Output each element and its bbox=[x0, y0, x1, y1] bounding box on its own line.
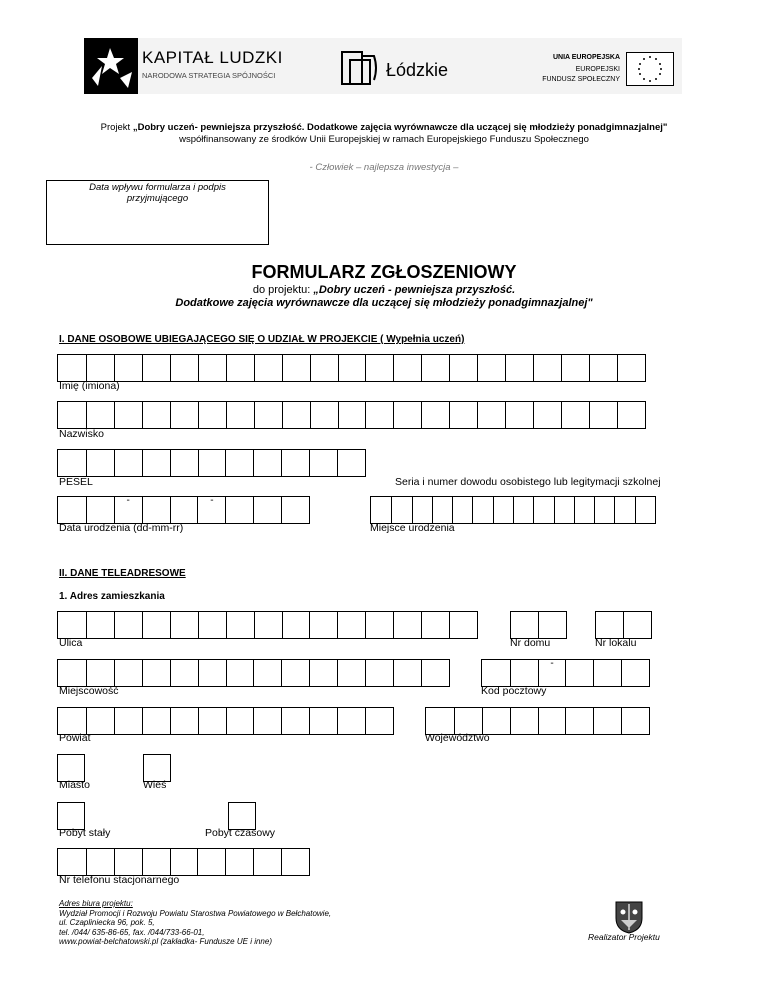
letter-cell[interactable] bbox=[254, 402, 282, 428]
form-subtitle bbox=[0, 284, 768, 297]
letter-cell[interactable] bbox=[482, 708, 510, 734]
letter-cell[interactable] bbox=[310, 402, 338, 428]
letter-cell[interactable] bbox=[454, 708, 482, 734]
letter-cell[interactable] bbox=[421, 660, 449, 686]
letter-cell[interactable] bbox=[58, 660, 86, 686]
id-document-field[interactable] bbox=[370, 496, 656, 524]
kapital-ludzki-emblem-icon bbox=[84, 38, 138, 94]
voivodeship-label: Województwo bbox=[425, 732, 490, 744]
letter-cell[interactable] bbox=[86, 355, 114, 381]
letter-cell[interactable] bbox=[170, 450, 198, 476]
letter-cell[interactable] bbox=[281, 450, 309, 476]
birth-date-label: Data urodzenia (dd-mm-rr) bbox=[59, 522, 184, 534]
lodzkie-emblem-icon bbox=[340, 50, 380, 86]
letter-cell[interactable] bbox=[309, 450, 337, 476]
letter-cell[interactable] bbox=[86, 612, 114, 638]
letter-cell[interactable] bbox=[142, 849, 170, 875]
address-heading: 1. Adres zamieszkania bbox=[59, 591, 165, 602]
letter-cell[interactable] bbox=[142, 660, 170, 686]
letter-cell[interactable] bbox=[170, 849, 198, 875]
letter-cell[interactable] bbox=[621, 660, 649, 686]
letter-cell[interactable] bbox=[449, 355, 477, 381]
temporary-stay-checkbox[interactable] bbox=[228, 802, 256, 830]
house-number-field[interactable] bbox=[510, 611, 567, 639]
letter-cell[interactable] bbox=[114, 849, 142, 875]
letter-cell[interactable] bbox=[412, 497, 432, 523]
permanent-stay-label: Pobyt stały bbox=[59, 827, 111, 839]
letter-cell[interactable] bbox=[114, 660, 142, 686]
birth-place-label: Miejsce urodzenia bbox=[370, 522, 455, 534]
letter-cell[interactable] bbox=[538, 612, 566, 638]
letter-cell[interactable] bbox=[365, 660, 393, 686]
letter-cell[interactable] bbox=[253, 849, 281, 875]
letter-cell[interactable] bbox=[142, 355, 170, 381]
letter-cell[interactable] bbox=[225, 450, 253, 476]
letter-cell[interactable] bbox=[282, 402, 310, 428]
surname-label: Nazwisko bbox=[59, 428, 104, 440]
pesel-field[interactable] bbox=[57, 449, 366, 477]
surname-field[interactable] bbox=[57, 401, 646, 429]
flat-number-label: Nr lokalu bbox=[595, 637, 637, 649]
letter-cell[interactable] bbox=[86, 708, 114, 734]
letter-cell[interactable] bbox=[533, 497, 553, 523]
letter-cell[interactable] bbox=[565, 660, 593, 686]
kapital-ludzki-title: KAPITAŁ LUDZKI bbox=[142, 48, 283, 67]
letter-cell[interactable] bbox=[281, 849, 309, 875]
letter-cell[interactable] bbox=[114, 497, 142, 523]
letter-cell[interactable] bbox=[426, 708, 454, 734]
letter-cell[interactable] bbox=[561, 402, 589, 428]
letter-cell[interactable] bbox=[253, 660, 281, 686]
letter-cell[interactable] bbox=[533, 402, 561, 428]
letter-cell[interactable] bbox=[593, 660, 621, 686]
letter-cell[interactable] bbox=[511, 612, 538, 638]
project-motto: - Człowiek – najlepsza inwestycja – bbox=[309, 162, 459, 173]
letter-cell[interactable] bbox=[391, 497, 411, 523]
letter-cell[interactable] bbox=[226, 708, 254, 734]
phone-label: Nr telefonu stacjonarnego bbox=[59, 874, 180, 886]
letter-cell[interactable] bbox=[170, 612, 198, 638]
form-subtitle-name: „Dobry uczeń - pewniejsza przyszłość. bbox=[313, 284, 516, 296]
letter-cell[interactable] bbox=[337, 612, 365, 638]
letter-cell[interactable] bbox=[565, 708, 593, 734]
letter-cell[interactable] bbox=[538, 708, 566, 734]
project-prefix: Projekt bbox=[100, 122, 133, 133]
city-field[interactable] bbox=[57, 659, 450, 687]
letter-cell[interactable] bbox=[170, 660, 198, 686]
letter-cell[interactable] bbox=[449, 402, 477, 428]
letter-cell[interactable] bbox=[226, 660, 254, 686]
temporary-stay-label: Pobyt czasowy bbox=[205, 827, 276, 839]
letter-cell[interactable] bbox=[617, 355, 645, 381]
letter-cell[interactable] bbox=[477, 355, 505, 381]
letter-cell[interactable] bbox=[309, 612, 337, 638]
letter-cell[interactable] bbox=[226, 355, 254, 381]
phone-field[interactable] bbox=[57, 848, 310, 876]
letter-cell[interactable] bbox=[482, 660, 510, 686]
letter-cell[interactable] bbox=[226, 612, 254, 638]
pesel-label: PESEL bbox=[59, 476, 93, 488]
letter-cell[interactable] bbox=[198, 660, 226, 686]
letter-cell[interactable] bbox=[594, 497, 614, 523]
letter-cell[interactable] bbox=[197, 497, 225, 523]
letter-cell[interactable] bbox=[114, 355, 142, 381]
town-label: Miasto bbox=[59, 779, 90, 791]
receipt-line2: przyjmującego bbox=[126, 193, 189, 204]
letter-cell[interactable] bbox=[510, 660, 538, 686]
separator-dash: - bbox=[550, 658, 554, 669]
office-line4: www.powiat-belchatowski.pl (zakładka- Fundusze UE i inne) bbox=[59, 937, 272, 946]
letter-cell[interactable] bbox=[561, 355, 589, 381]
letter-cell[interactable] bbox=[58, 497, 86, 523]
letter-cell[interactable] bbox=[58, 612, 86, 638]
eu-line3: FUNDUSZ SPOŁECZNY bbox=[542, 76, 620, 83]
letter-cell[interactable] bbox=[338, 402, 366, 428]
office-line3: tel. /044/ 635-86-65, fax. /044/733-66-01, bbox=[59, 927, 205, 937]
letter-cell[interactable] bbox=[393, 660, 421, 686]
letter-cell[interactable] bbox=[310, 355, 338, 381]
flat-number-field[interactable] bbox=[595, 611, 652, 639]
letter-cell[interactable] bbox=[505, 355, 533, 381]
voivodeship-field[interactable] bbox=[425, 707, 650, 735]
letter-cell[interactable] bbox=[393, 402, 421, 428]
letter-cell[interactable] bbox=[617, 402, 645, 428]
letter-cell[interactable] bbox=[472, 497, 492, 523]
letter-cell[interactable] bbox=[86, 402, 114, 428]
separator-dash: - bbox=[210, 495, 214, 506]
letter-cell[interactable] bbox=[226, 402, 254, 428]
letter-cell[interactable] bbox=[510, 708, 538, 734]
letter-cell[interactable] bbox=[114, 402, 142, 428]
office-line2: ul. Czapliniecka 96, pok. 5, bbox=[59, 918, 155, 927]
letter-cell[interactable] bbox=[421, 355, 449, 381]
letter-cell[interactable] bbox=[365, 402, 393, 428]
letter-cell[interactable] bbox=[365, 355, 393, 381]
letter-cell[interactable] bbox=[58, 708, 86, 734]
county-field[interactable] bbox=[57, 707, 394, 735]
letter-cell[interactable] bbox=[337, 660, 365, 686]
letter-cell[interactable] bbox=[365, 708, 393, 734]
letter-cell[interactable] bbox=[421, 612, 449, 638]
letter-cell[interactable] bbox=[621, 708, 649, 734]
letter-cell[interactable] bbox=[281, 708, 309, 734]
letter-cell[interactable] bbox=[170, 497, 198, 523]
project-name: „Dobry uczeń- pewniejsza przyszłość. Dodatkowe zajęcia wyrównawcze dla uczącej się młodzieży ponadgimnazjalnej" bbox=[132, 122, 668, 133]
first-name-label: Imię (imiona) bbox=[59, 380, 120, 392]
eu-line2: EUROPEJSKI bbox=[575, 66, 620, 73]
letter-cell[interactable] bbox=[225, 497, 253, 523]
letter-cell[interactable] bbox=[282, 612, 310, 638]
form-subtitle-prefix: do projektu: bbox=[252, 284, 314, 296]
letter-cell[interactable] bbox=[574, 497, 594, 523]
form-subtitle-line2: Dodatkowe zajęcia wyrównawcze dla uczącej się młodzieży ponadgimnazjalnej" bbox=[175, 297, 593, 309]
letter-cell[interactable] bbox=[142, 402, 170, 428]
letter-cell[interactable] bbox=[254, 355, 282, 381]
letter-cell[interactable] bbox=[337, 450, 365, 476]
letter-cell[interactable] bbox=[596, 612, 623, 638]
letter-cell[interactable] bbox=[614, 497, 634, 523]
letter-cell[interactable] bbox=[86, 660, 114, 686]
letter-cell[interactable] bbox=[309, 708, 337, 734]
kapital-ludzki-subtitle: NARODOWA STRATEGIA SPÓJNOŚCI bbox=[142, 71, 276, 80]
section2-heading: II. DANE TELEADRESOWE bbox=[59, 568, 186, 579]
letter-cell[interactable] bbox=[593, 708, 621, 734]
receipt-line1: Data wpływu formularza i podpis bbox=[89, 182, 226, 193]
letter-cell[interactable] bbox=[58, 355, 86, 381]
kapital-ludzki-logo bbox=[84, 38, 304, 94]
village-checkbox[interactable] bbox=[143, 754, 171, 782]
office-line1: Wydział Promocji i Rozwoju Powiatu Starostwa Powiatowego w Bełchatowie, bbox=[59, 908, 332, 918]
letter-cell[interactable] bbox=[86, 450, 114, 476]
letter-cell[interactable] bbox=[554, 497, 574, 523]
letter-cell[interactable] bbox=[505, 402, 533, 428]
letter-cell[interactable] bbox=[589, 355, 617, 381]
letter-cell[interactable] bbox=[198, 450, 226, 476]
letter-cell[interactable] bbox=[58, 450, 86, 476]
letter-cell[interactable] bbox=[635, 497, 655, 523]
form-title: FORMULARZ ZGŁOSZENIOWY bbox=[251, 262, 517, 282]
letter-cell[interactable] bbox=[365, 612, 393, 638]
letter-cell[interactable] bbox=[198, 612, 226, 638]
letter-cell[interactable] bbox=[254, 612, 282, 638]
birth-date-field[interactable] bbox=[57, 496, 310, 524]
letter-cell[interactable] bbox=[281, 660, 309, 686]
letter-cell[interactable] bbox=[170, 708, 198, 734]
letter-cell[interactable] bbox=[589, 402, 617, 428]
letter-cell[interactable] bbox=[477, 402, 505, 428]
eu-line1: UNIA EUROPEJSKA bbox=[552, 54, 620, 61]
letter-cell[interactable] bbox=[513, 497, 533, 523]
project-cofinanced: współfinansowany ze środków Unii Europejskiej w ramach Europejskiego Funduszu Społecznego bbox=[179, 134, 589, 145]
letter-cell[interactable] bbox=[493, 497, 513, 523]
village-label: Wieś bbox=[143, 779, 167, 791]
section1-heading: I. DANE OSOBOWE UBIEGAJĄCEGO SIĘ O UDZIAŁ W PROJEKCIE ( Wypełnia uczeń) bbox=[59, 334, 465, 345]
letter-cell[interactable] bbox=[114, 612, 142, 638]
letter-cell[interactable] bbox=[170, 355, 198, 381]
id-document-label: Seria i numer dowodu osobistego lub legitymacji szkolnej bbox=[395, 476, 661, 488]
letter-cell[interactable] bbox=[253, 497, 281, 523]
letter-cell[interactable] bbox=[142, 708, 170, 734]
letter-cell[interactable] bbox=[282, 355, 310, 381]
letter-cell[interactable] bbox=[253, 708, 281, 734]
letter-cell[interactable] bbox=[198, 708, 226, 734]
street-label: Ulica bbox=[59, 637, 83, 649]
letter-cell[interactable] bbox=[114, 450, 142, 476]
office-heading: Adres biura projektu: bbox=[59, 899, 133, 908]
letter-cell[interactable] bbox=[86, 849, 114, 875]
letter-cell[interactable] bbox=[338, 355, 366, 381]
county-coat-of-arms-icon bbox=[614, 900, 644, 934]
city-label: Miejscowość bbox=[59, 685, 119, 697]
letter-cell[interactable] bbox=[198, 355, 226, 381]
eu-logo bbox=[528, 52, 678, 92]
letter-cell[interactable] bbox=[142, 497, 170, 523]
office-address bbox=[59, 899, 331, 947]
letter-cell[interactable] bbox=[309, 660, 337, 686]
letter-cell[interactable] bbox=[393, 355, 421, 381]
letter-cell[interactable] bbox=[170, 402, 198, 428]
letter-cell[interactable] bbox=[58, 849, 86, 875]
letter-cell[interactable] bbox=[623, 612, 651, 638]
letter-cell[interactable] bbox=[58, 402, 86, 428]
letter-cell[interactable] bbox=[253, 450, 281, 476]
county-label: Powiat bbox=[59, 732, 91, 744]
letter-cell[interactable] bbox=[432, 497, 452, 523]
letter-cell[interactable] bbox=[421, 402, 449, 428]
letter-cell[interactable] bbox=[538, 660, 566, 686]
town-checkbox[interactable] bbox=[57, 754, 85, 782]
letter-cell[interactable] bbox=[197, 849, 225, 875]
house-number-label: Nr domu bbox=[510, 637, 551, 649]
letter-cell[interactable] bbox=[225, 849, 253, 875]
letter-cell[interactable] bbox=[86, 497, 114, 523]
letter-cell[interactable] bbox=[142, 612, 170, 638]
lodzkie-logo bbox=[340, 50, 470, 90]
letter-cell[interactable] bbox=[114, 708, 142, 734]
letter-cell[interactable] bbox=[449, 612, 477, 638]
letter-cell[interactable] bbox=[452, 497, 472, 523]
letter-cell[interactable] bbox=[142, 450, 170, 476]
letter-cell[interactable] bbox=[533, 355, 561, 381]
street-field[interactable] bbox=[57, 611, 478, 639]
eu-flag-icon bbox=[626, 52, 674, 86]
permanent-stay-checkbox[interactable] bbox=[57, 802, 85, 830]
separator-dash: - bbox=[126, 495, 130, 506]
postal-code-label: Kod pocztowy bbox=[481, 685, 547, 697]
letter-cell[interactable] bbox=[198, 402, 226, 428]
letter-cell[interactable] bbox=[337, 708, 365, 734]
receipt-box[interactable] bbox=[46, 180, 269, 245]
letter-cell[interactable] bbox=[393, 612, 421, 638]
lodzkie-text: Łódzkie bbox=[386, 60, 449, 80]
postal-code-field[interactable] bbox=[481, 659, 650, 687]
letter-cell[interactable] bbox=[281, 497, 309, 523]
realizator-label: Realizator Projektu bbox=[588, 932, 660, 942]
first-name-field[interactable] bbox=[57, 354, 646, 382]
project-line bbox=[0, 123, 768, 134]
letter-cell[interactable] bbox=[371, 497, 391, 523]
